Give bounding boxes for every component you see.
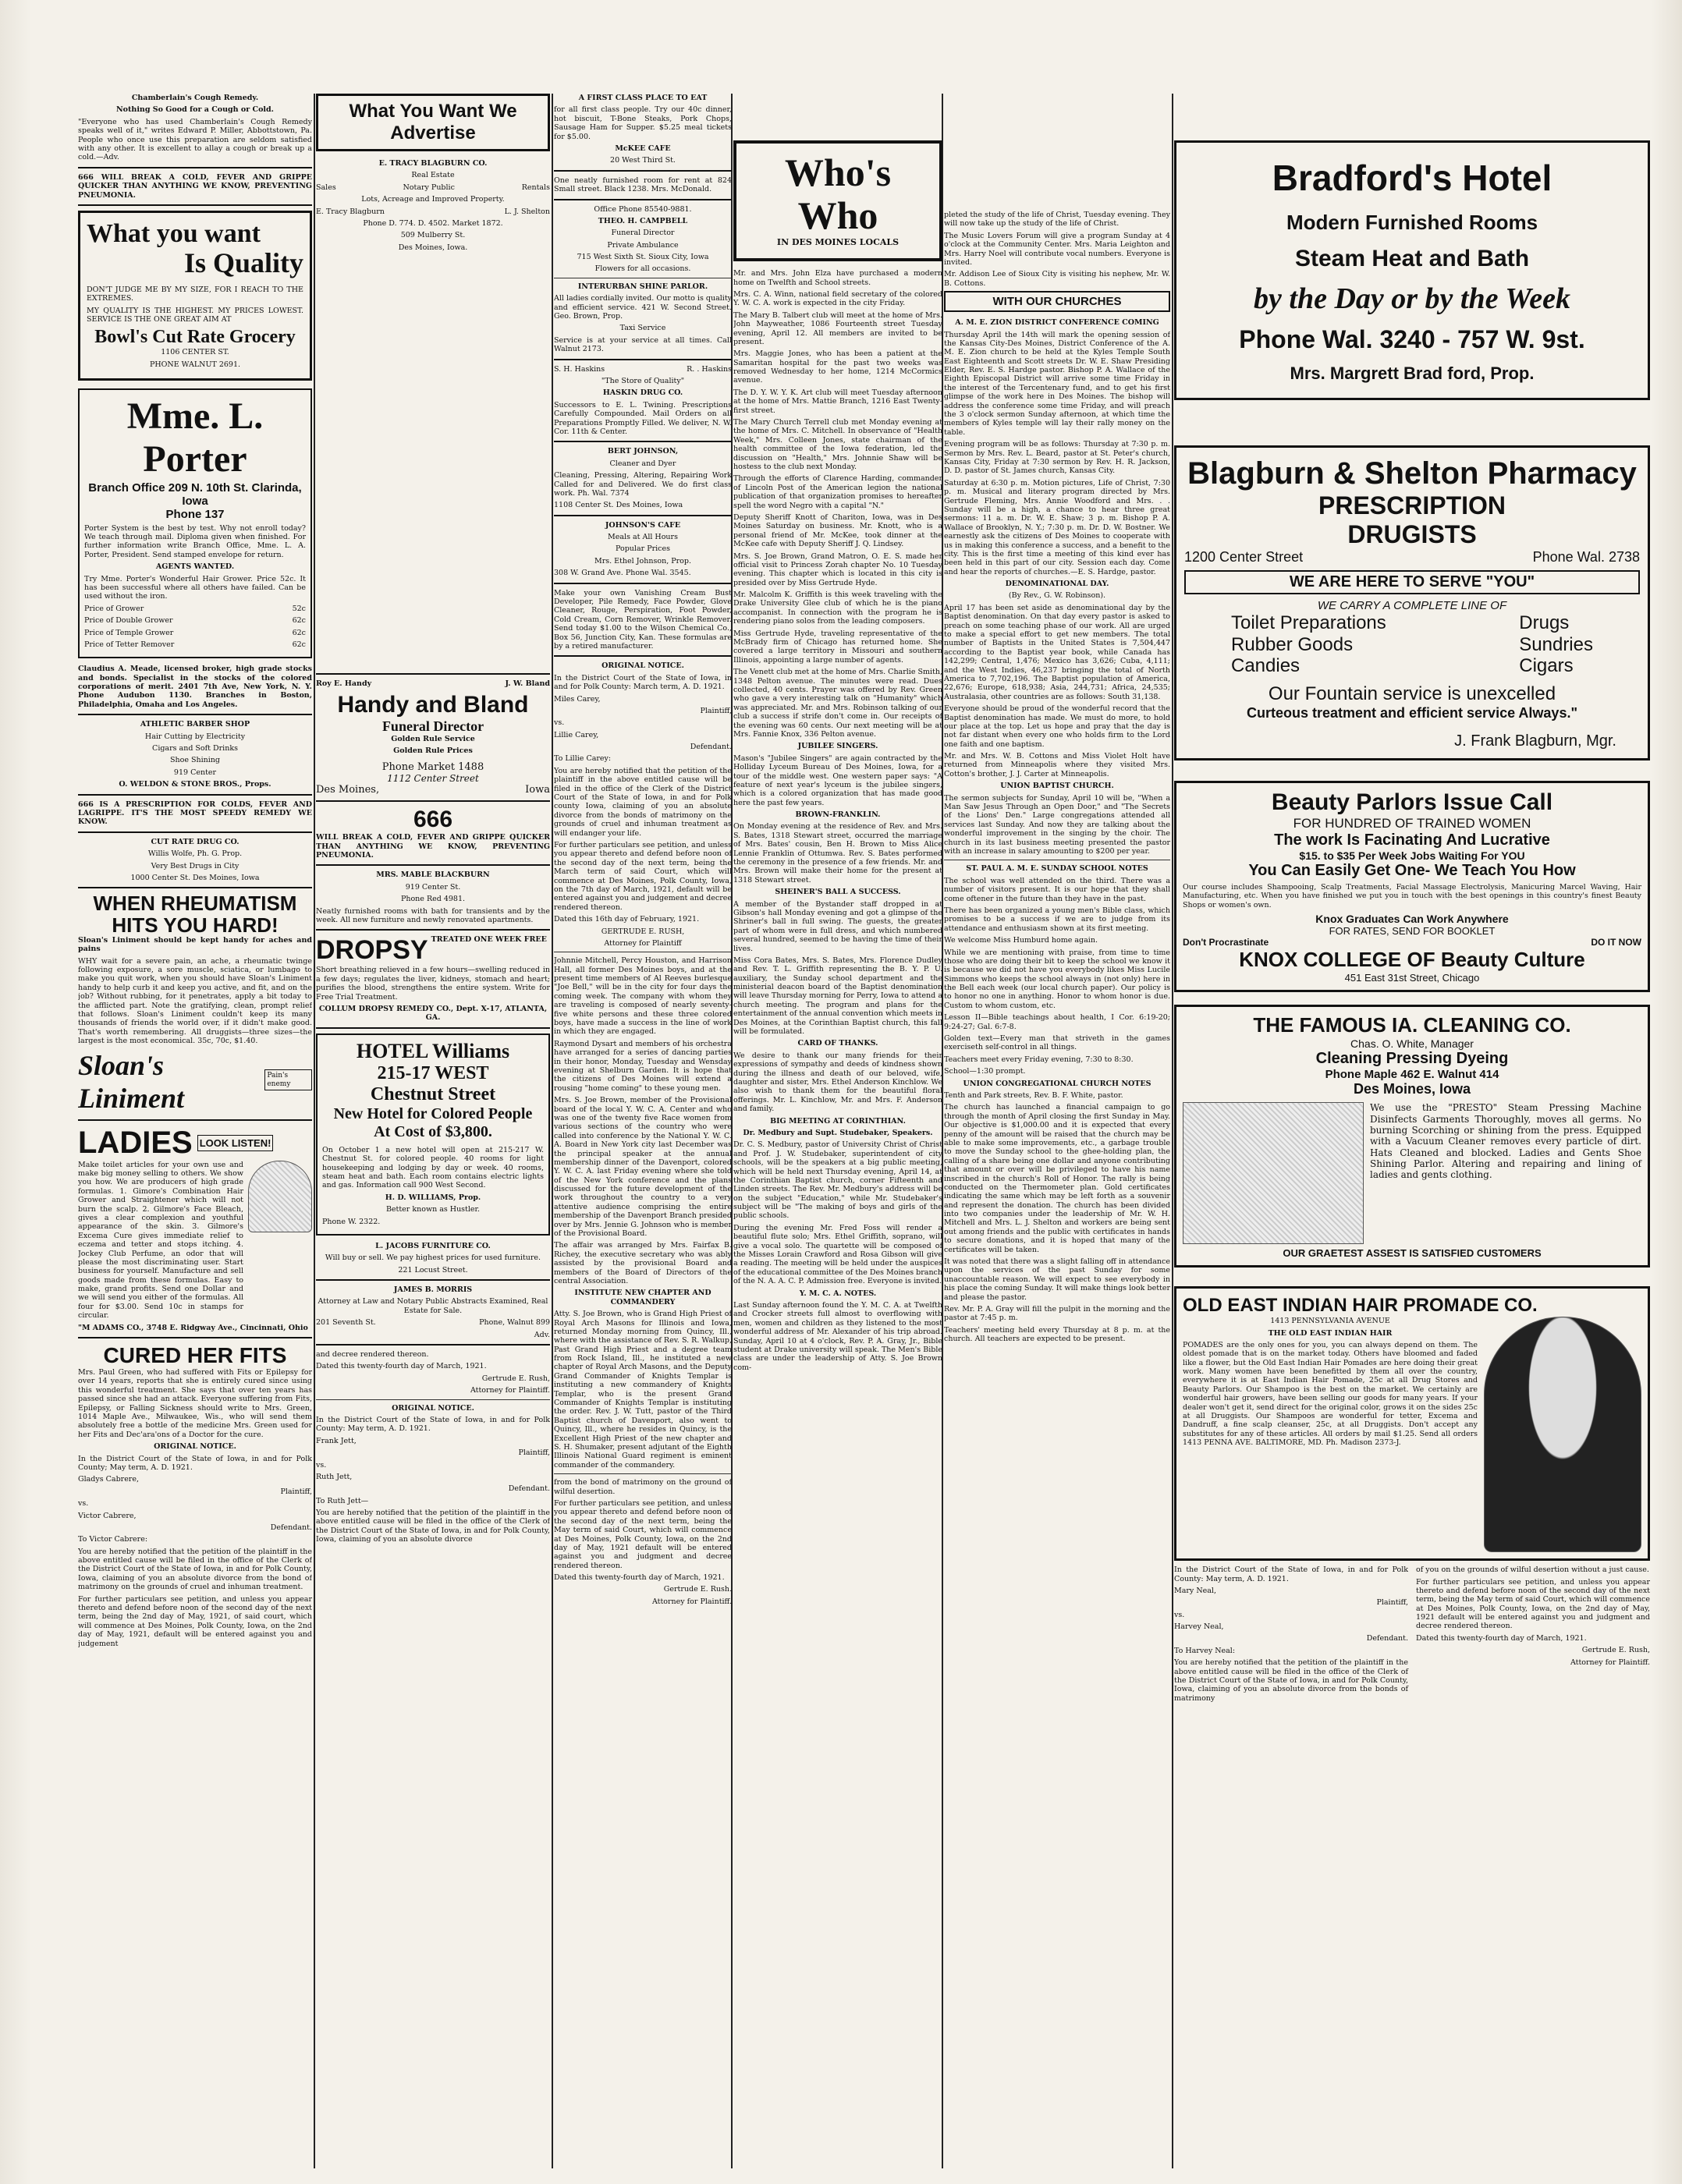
local-item: The Mary B. Talbert club will meet at the home of Mrs. John Mayweather, 1086 Fourteenth street Tuesday evening, April 12. All members are invited to be present. xyxy=(733,310,942,346)
price-row: Price of Temple Grower 62c xyxy=(84,628,306,637)
price-row: Price of Tetter Remover 62c xyxy=(84,640,306,649)
column-2: What You Want We Advertise E. TRACY BLAGBURN CO. Real Estate Sales Notary Public Rentals Lots, Acreage and Improved Property. E. Tracy Blagburn L. J. Shelton Phone D. 774. D. 4502. Market 1872. 509 Mulberry St. Des Moines, Iowa. Roy E. Handy J. W. Bland Handy and Bland Funeral Director Golden Rule Service Golden Rule Prices Phone Market 1488 1112 Center Street Des Moines, Iowa 666 WILL BREAK A COLD, FEVER AND GRIPPE QUICKER THAN ANYTHING WE KNOW, PREVENTING PNEUMONIA. MRS. MABLE BLACKBURN 919 Center St. Phone Red 4981. Neatly furnished rooms with bath for transients and by the week. All new furniture and newly renovated apartments. DROPSY TREATED ONE WEEK FREE Short breathing relieved in a few hours—swelling reduced in a few days; regulates the liver, kidneys, stomach and heart; purifies the blood, strengthens the entire system. Write for Free Trial Treatment. COLLUM DROPSY REMEDY CO., Dept. X-17, ATLANTA, GA. HOTEL Williams 215-17 WEST Chestnut Street New Hotel for Colored People At Cost of $3,800. On October 1 a new hotel will open at 215-217 W. Chestnut St. for colored people. 40 rooms for light housekeeping and lodging by day or week. 40 rooms, steam heat and bath. Each room contains electric lights and gas. Information call 900 West Second. H. D. WILLIAMS, Prop. Better known as Hustler. Phone W. 2322. L. JACOBS FURNITURE CO. Will buy or sell. We pay highest prices for used furniture. 221 Locust Street. JAMES B. MORRIS Attorney at Law and Notary Public Abstracts Examined, Real Estate for Sale. 201 Seventh St. Phone, Walnut 899 Adv. and decree rendered thereon. Dated this twenty-fourth day of March, 1921. Gertrude E. Rush, Attorney for Plaintiff. ORIGINAL NOTICE. In the District Court of the State of Iowa, in and for Polk County: May term, A. D. 1921. Frank Jett, Plaintiff, vs. Ruth Jett, Defendant. To Ruth Jett— You are hereby notified that the petition of the plaintiff in the above entitled cause will be filed in the office of the Clerk of the District Court of the State of Iowa, in and for Polk County, Iowa, claiming of you an absolute divorce xyxy=(316,94,550,1548)
johnsons-cafe-ad: JOHNSON'S CAFE Meals at All Hours Popular Prices Mrs. Ethel Johnson, Prop. 308 W. Grand Ave. Phone Wal. 3545. xyxy=(554,520,691,578)
jacobs-furniture-ad: L. JACOBS FURNITURE CO. Will buy or sell. We pay highest prices for used furniture. 221 Locust Street. xyxy=(325,1241,541,1275)
column-1 xyxy=(78,94,312,1651)
column-4: Who's Who IN DES MOINES LOCALS Mr. and Mrs. John Elza have purchased a modern home on Twelfth and School streets. Mrs. C. A. Winn, national field secretary of the colored Y. W. C. A. work is expected in the city Friday. The Mary B. Talbert club will meet at the home of Mrs. John Mayweather, 1086 Fourteenth street Tuesday evening, April 12. All members are invited to be present. Mrs. Maggie Jones, who has been a patient at the Samaritan hospital for the past two weeks was removed Wednesday to her home, 1214 McCormics avenue. The D. Y. W. Y. K. Art club will meet Tuesday afternoon at the home of Mrs. Mattie Branch, 1216 East Twenty-first street. The Mary Church Terrell club met Monday evening at the home of Mrs. C. Mitchell. In observance of "Health Week," Mrs. Colleen Jones, state chairman of the health committee of the Iowa federation, led the discussion on "Health," Mrs. Johnnie Shaw will be hostess to the club next Monday. Through the efforts of Clarence Harding, commander of Lincoln Post of the American legion the national publication of that organization promises to hereafter spell the word Negro with a capital "N." Deputy Sheriff Knott of Chariton, Iowa, was in Des Moines Saturday on business. Mr. Knott, who is a personal friend of Mr. McKee, took dinner at the McKee cafe with Deputy Sheriff J. Q. Lindsey. Mrs. S. Joe Brown, Grand Matron, O. E. S. made her official visit to Princess Zorah chapter No. 10 Tuesday evening. This chapter which is located in this city is presided over by Miss Gertrude Hyde. Mr. Malcolm K. Griffith is this week traveling with the Drake University Glee club of which he is the piano accompanist. In connection with the program he is rendering piano solos from the leading composers. Miss Gertrude Hyde, traveling representative of the McBrady firm of Chicago has returned home. She covered a large territory in Missouri and southern Illinois, appointing a large number of agents. The Venett club met at the home of Mrs. Charlie Smith, 1348 Pelton avenue. The minutes were read. Dues collected, 40 cents. Prayer was offered by Rev. Green who gave a very interesting talk on "Humanity" which was appreciated. Mr. and Mrs. Robinson talking of our club a success if strife don't come in. Our receipts of the evening was 60 cents. Our next meeting will be at Mrs. Fannie Knox, 336 Pelton avenue. JUBILEE SINGERS. Mason's "Jubilee Singers" are again contracted by the Holliday Lyceum Bureau of Des Moines, Iowa, for a tour of the middle west. One western paper says: "A feature of next year's lyceum is the jubilee singers, which is a colored organization that has made good here the past few years. BROWN-FRANKLIN. On Monday evening at the residence of Rev. and Mrs. S. Bates, 1318 Stewart street, occurred the marriage of Mrs. Bates' cousin, Ben H. Brown to Miss Alice Lennie Franklin of Ottumwa. Rev. S. Bates performed the ceremony in the presence of a few friends. Mr. and Mrs. Brown will make their home for the present at 1318 Stewart street. SHEINER'S BALL A SUCCESS. A member of the Bystander staff dropped in at Gibson's hall Monday evening and got a glimpse of the Shriner's ball in full swing. The guests, the greater part of whom were in full dress, and which numbered several hundred, seemed to be having the time of their lives. Miss Cora Bates, Mrs. S. Bates, Mrs. Florence Dudley and Rev. T. L. Griffith representing the B. Y. P. U. auxiliary, the Sunday school department and the ministerial deacon board of the Baptist denomination will leave Thursday morning for Perry, Iowa to attend a church meeting. The program and plans for the entertainment of the annual convention which meets in Des Moines, at the Corinthian Baptist church, this fall will be formulated. CARD OF THANKS. We desire to thank our many friends for their expressions of sympathy and deeds of kindness shown during the illness and death of our beloved, wife, daughter and sister, Mrs. Ethel Anderson Kinchlow. We also wish to thank them for the beautiful floral offerings. Mr. L. Kinchlow, Mr. and Mrs. F. Anderson and family. BIG MEETING AT CORINTHIAN. Dr. Medbury and Supt. Studebaker, Speakers. Dr. C. S. Medbury, pastor of University Christ of Christ and Prof. J. W. Studebaker, superintendent of city schools, will be the speakers at a big public meeting, which will be held next Thursday evening, April 14, at the Corinthian Baptist church, corner Fifteenth and Linden streets. The Rev. Mr. Medbury's address will be on the subject "Education," while Mr. Studebaker's subject will be "The making of boys and girls of the public schools. During the evening Mr. Fred Foss will render a beautiful flute solo; Mrs. Ethel Griffith, soprano, will give a vocal solo. The quartette will be composed of the Misses Lorain Crawford and Rosa Gibson will give a reading. The meeting will be held under the auspices of the educational committee of the Des Moines branch of the N. A. A. C. P. Admission free. Everyone is invited. Y. M. C. A. NOTES. Last Sunday afternoon found the Y. M. C. A. at Twelfth and Crocker streets full almost to overflowing with men, women and children as they listened to the most wonderful address of Mr. Alexander of his trip abroad. Sunday, April 10 at 4 o'clock, Rev. P. A. Gray, Jr., Bible student at Drake university will speak. The Men's Bible class are under the leadership of Atty. S. Joe Brown com- xyxy=(733,140,942,1375)
sloan-ad: WHEN RHEUMATISM HITS YOU HARD! Sloan's Liniment should be kept handy for aches and pains WHY wait for a severe pain, an ache, a rheumatic twinge following exposure, a sore muscle, sciatica, or lumbago to make you quit work, when you should have Sloan's Liniment handy to help curb it and keep you active, and fit, and on the job? Without rubbing, for it penetrates, apply a bit today to the afflicted part. Note the gratifying, clean, prompt relief that follows. Sloan's Liniment couldn't keep its many thousands of friends the world over, if it didn't make good. That's worth remembering. All druggists—three sizes—the largest is the most economical. 35c, 70c, $1.40. Sloan's Liniment Pain's enemy xyxy=(78,892,312,1114)
lady-portrait-image xyxy=(248,1161,312,1232)
shine-parlor-ad: INTERURBAN SHINE PARLOR. All ladies cordially invited. Our motto is quality and efficient service. 421 W. Second Street. Geo. Brown, Prop. Taxi Service Service is at your service at all times. Call Walnut 2173. xyxy=(554,282,732,354)
local-item: The Mary Church Terrell club met Monday evening at the home of Mrs. C. Mitchell. In observance of "Health Week," Mrs. Colleen Jones, state chairman of the health committee of the Iowa federation, led the discussion on "Health," Mrs. Johnnie Shaw will be hostess to the club next Monday. xyxy=(733,418,942,471)
local-item: The D. Y. W. Y. K. Art club will meet Tuesday afternoon at the home of Mrs. Mattie Branch, 1216 East Twenty-first street. xyxy=(733,388,942,415)
porter-ad: Mme. L. Porter Branch Office 209 N. 10th St. Clarinda, Iowa Phone 137 Porter System is the best by test. Why not enroll today? We teach through mail. Diploma given when finished. For further information write Branch Office, Mme. L. A. Porter, President. Send stamped envelope for return. AGENTS WANTED. Try Mme. Porter's Wonderful Hair Grower. Price 52c. It has been successful where all others have failed. Can be used without the iron. Price of Grower 52c Price of Double Grower 62c Price of Temple Grower 62c Price of Tetter Remover 62c xyxy=(78,388,312,658)
price-row: Price of Grower 52c xyxy=(84,604,306,613)
original-notice-carey: ORIGINAL NOTICE. In the District Court of the State of Iowa, in and for Polk County: March term, A. D. 1921. Miles Carey, Plaintiff, vs. Lillie Carey, Defendant. To Lillie Carey: You are hereby notified that the petition of the plaintiff in the above entitled cause will be filed in the office of the Clerk of the District Court of the State of Iowa, in and for Polk county Iowa, claiming of you an absolute divorce from the bonds of matrimony on the grounds of cruel and inhuman treatment as will endanger your life. For further particulars see petition, and unless you appear thereto and defend before noon of the second day of the next term, being the March term of said Court, which will commence at Des Moines, Polk County, Iowa, on the 7th day of March, 1921, default will be entered against you and judgement and decree rendered thereon. Dated this 16th day of February, 1921. GERTRUDE E. RUSH, Attorney for Plaintiff xyxy=(554,661,732,948)
knox-college-ad: Beauty Parlors Issue Call FOR HUNDRED OF TRAINED WOMEN The work Is Facinating And Lucrative $15. to $35 Per Week Jobs Waiting For YOU You Can Easily Get One- We Teach You How Our course includes Shampooing, Scalp Treatments, Facial Massage Electrolysis, Manicuring Marcel Waving, Hair Manufacturing, etc. When you have finished we put you in touch with the best openings in this country's finest Beauty Shops or women's own. Knox Graduates Can Work Anywhere FOR RATES, SEND FOR BOOKLET Don't Procrastinate DO IT NOW KNOX COLLEGE OF Beauty Culture 451 East 31st Street, Chicago xyxy=(1174,781,1650,992)
wilson-chemical-ad: Make your own Vanishing Cream Bust Developer, Pile Remedy, Face Powder, Glove Cleaner, Rouge, Perspiration, Foot Powder, Cold Cream, Corn Remover, Wrinkle Remover. Send today $1.00 to the Wilson Chemical Co., Box 56, Junction City, Kan. These formulas are by a retired manufacturer. xyxy=(554,588,732,651)
haskin-drug-ad: S. H. Haskins R. . Haskins "The Store of Quality" HASKIN DRUG CO. Successors to E. L. Twining. Prescriptions Carefully Compounded. Mail Orders on all Preparations Promptly Filled. We deliver, N. W. Cor. 11th & Center. xyxy=(554,364,732,436)
handy-bland-ad: Roy E. Handy J. W. Bland Handy and Bland Funeral Director Golden Rule Service Golden Rule Prices Phone Market 1488 1112 Center Street Des Moines, Iowa xyxy=(316,679,550,796)
presto-press-machine-image xyxy=(1183,1102,1364,1244)
local-item: Through the efforts of Clarence Harding, commander of Lincoln Post of the American legion the national publication of that organization promises to hereafter spell the word Negro with a capital "N." xyxy=(733,474,942,510)
original-notice-jett: ORIGINAL NOTICE. In the District Court of the State of Iowa, in and for Polk County: May term, A. D. 1921. Frank Jett, Plaintiff, vs. Ruth Jett, Defendant. To Ruth Jett— You are hereby notified that the petition of the plaintiff in the above entitled cause will be filed in the office of the Clerk of the District Court of the State of Iowa, in and for Polk County, Iowa, claiming of you an absolute divorce xyxy=(316,1403,550,1544)
local-item: Miss Gertrude Hyde, traveling representative of the McBrady firm of Chicago has returned home. She covered a large territory in Missouri and southern Illinois, appointing a large number of agents. xyxy=(733,629,942,665)
local-item: Mr. Malcolm K. Griffith is this week traveling with the Drake University Glee club of which he is the piano accompanist. In connection with the program he is rendering piano solos from the leading composers. xyxy=(733,590,942,626)
with-our-churches-header: WITH OUR CHURCHES xyxy=(944,291,1170,312)
original-notice-cabrere: ORIGINAL NOTICE. In the District Court of the State of Iowa, in and for Polk County; May term, A. D. 1921. Gladys Cabrere, Plaintiff, vs. Victor Cabrere, Defendant. To Victor Cabrere: You are hereby notified that the petition of the plaintiff in the above entitled cause will be filed in the office of the Clerk of the District Court of the State of Iowa, in and for Polk County, Iowa, claiming of you an absolute divorce from the bond of matrimony on the grounds of cruel and inhuman treatment. For further particulars see petition, and unless you appear thereto and defend before noon of the second day of the next term, being the 2nd day of May, 1921, of said court, which will commence at Des Moines, Polk County, Iowa, on the 2nd day of May, 1921, default will be entered against you and judgement xyxy=(78,1442,312,1648)
local-item: Mr. and Mrs. John Elza have purchased a modern home on Twelfth and School streets. xyxy=(733,269,942,287)
pain-badge: Pain's enemy xyxy=(264,1069,312,1091)
fits-ad: CURED HER FITS Mrs. Paul Green, who had suffered with Fits or Epilepsy for over 14 years, reports that she is entirely cured since using this wonderful treatment. She says that over ten years has passed since she had an attack. Everyone suffering from Fits, Epilepsy, or Falling Sickness should write to Mrs. Green, 1014 Maple Ave., Milwaukee, Wis., who will send them absolutely free a bottle of the medicine Mrs. Green used for her Fits and Dec'ara'ons of a Doctor for the cure. xyxy=(78,1343,312,1439)
whos-who-header: Who's Who IN DES MOINES LOCALS xyxy=(733,140,942,261)
campbell-funeral-ad: Office Phone 85540-9881. THEO. H. CAMPBELL Funeral Director Private Ambulance 715 West Sixth St. Sioux City, Iowa Flowers for all occasions. xyxy=(577,204,709,274)
bowl-grocery-ad: What you want Is Quality DON'T JUDGE ME BY MY SIZE, FOR I REACH TO THE EXTREMES. MY QUALITY IS THE HIGHEST. MY PRICES LOWEST. SERVICE IS THE ONE GREAT AIM AT Bowl's Cut Rate Grocery 1106 CENTER ST. PHONE WALNUT 2691. xyxy=(78,211,312,381)
local-item: The Venett club met at the home of Mrs. Charlie Smith, 1348 Pelton avenue. The minutes were read. Dues collected, 40 cents. Prayer was offered by Rev. Green who gave a very interesting talk on "Humanity" which was appreciated. Mr. and Mrs. Robinson talking of our club a success if strife don't come in. Our receipts of the evening was 60 cents. Our next meeting will be at Mrs. Fannie Knox, 336 Pelton avenue. xyxy=(733,668,942,739)
barber-ad: ATHLETIC BARBER SHOP Hair Cutting by Electricity Cigars and Soft Drinks Shoe Shining 919 Center O. WELDON & STONE BROS., Props. xyxy=(119,720,271,789)
blagburn-realty-ad: E. TRACY BLAGBURN CO. Real Estate Sales Notary Public Rentals Lots, Acreage and Improved Property. E. Tracy Blagburn L. J. Shelton Phone D. 774. D. 4502. Market 1872. 509 Mulberry St. Des Moines, Iowa. xyxy=(316,159,550,252)
column-rule xyxy=(314,94,315,2168)
666-ad-3: 666 WILL BREAK A COLD, FEVER AND GRIPPE QUICKER THAN ANYTHING WE KNOW, PREVENTING PNEUMONIA. xyxy=(316,807,550,860)
blagburn-pharmacy-ad: Blagburn & Shelton Pharmacy PRESCRIPTION DRUGISTS 1200 Center Street Phone Wal. 2738 WE ARE HERE TO SERVE "YOU" WE CARRY A COMPLETE LINE OF Toilet Preparations Rubber Goods Candies Drugs Sundries Cigars Our Fountain service is unexcelled Curteous treatment and efficient service Always." J. Frank Blagburn, Mgr. xyxy=(1174,445,1650,760)
hair-pomade-ad: OLD EAST INDIAN HAIR PROMADE CO. 1413 PENNSYLVANIA AVENUE THE OLD EAST INDIAN HAIR POMADES are the only ones for you, you can always depend on them. The oldest pomade that is on the market today. Others have bloomed and faded like a flower, but the Old East Indian Hair Pomades are here doing their great work. Many women have been benefitted by them all over the country, everywhere it is at East Indian Hair Pomade, 25c at all Drug Stores and Beauty Parlors. Our Shampoo is the best on the market. We certainly are wonderful hair growers, have been selling our goods for many years. If your dealer won't get it, send direct for the original color, grows it on the sides 25c at all Druggists. Our Shampoos are wonderful for tetter, Excema and Dandruff, a fine scalp cleanser, 25c, at all Druggists. Don't accept any substitutes for any of these articles. All orders by mail $1.25. Send all orders 1413 PENNA AVE. BALTIMORE, MD. Ph. Madison 2373-J. xyxy=(1174,1286,1650,1561)
woman-portrait-image xyxy=(1484,1317,1641,1552)
local-item: Deputy Sheriff Knott of Chariton, Iowa, was in Des Moines Saturday on business. Mr. Knott, who is a personal friend of Mr. McKee, took dinner at the McKee cafe with Deputy Sheriff J. Q. Lindsey. xyxy=(733,512,942,549)
bradford-hotel-ad: Bradford's Hotel Modern Furnished Rooms Steam Heat and Bath by the Day or by the Week Phone Wal. 3240 - 757 W. 9st. Mrs. Margrett Brad ford, Prop. xyxy=(1174,140,1650,400)
cleaning-co-ad: THE FAMOUS IA. CLEANING CO. Chas. O. White, Manager Cleaning Pressing Dyeing Phone Maple 462 E. Walnut 414 Des Moines, Iowa We use the "PRESTO" Steam Pressing Machine Disinfects Garments Thoroughly, moves all germs. No burning Scorching or shining from the press. Equipped with a Vacuum Cleaner removes every particle of dirt. Hats Cleaned and blocked. Ladies and Gents Shoe Shining Parlor. Altering and repairing and lining of ladies and gents clothing. OUR GRAETEST ASSEST IS SATISFIED CUSTOMERS xyxy=(1174,1005,1650,1268)
morris-attorney-ad: JAMES B. MORRIS Attorney at Law and Notary Public Abstracts Examined, Real Estate for Sale. 201 Seventh St. Phone, Walnut 899 Adv. xyxy=(316,1285,550,1339)
chamberlain-ad: Chamberlain's Cough Remedy. Nothing So Good for a Cough or Cold. "Everyone who has used Chamberlain's Cough Remedy speaks well of it," writes Edward P. Miller, Abbottstown, Pa. People who once use this preparation are seldom satisfied with any other. It is excellent to allay a cough or break up a cold.—Adv. xyxy=(78,94,312,162)
column-6 xyxy=(1174,140,1650,1706)
blackburn-rooms-ad: MRS. MABLE BLACKBURN 919 Center St. Phone Red 4981. Neatly furnished rooms with bath for transients and by the week. All new furniture and newly renovated apartments. xyxy=(316,870,550,925)
dropsy-ad: DROPSY TREATED ONE WEEK FREE Short breathing relieved in a few hours—swelling reduced in a few days; regulates the liver, kidneys, stomach and heart; purifies the blood, strengthens the entire system. Write for Free Trial Treatment. COLLUM DROPSY REMEDY CO., Dept. X-17, ATLANTA, GA. xyxy=(316,935,550,1023)
bert-johnson-ad: BERT JOHNSON, Cleaner and Dyer Cleaning, Pressing, Altering, Repairing Work Called for and Delivered. We do first class work. Ph. Wal. 7374 1108 Center St. Des Moines, Iowa xyxy=(554,447,732,510)
column-rule xyxy=(1172,94,1173,2168)
room-for-rent: One neatly furnished room for rent at 824 Small street. Black 1238. Mrs. McDonald. xyxy=(554,176,732,194)
666-ad-2: 666 IS A PRESCRIPTION FOR COLDS, FEVER AND LAGRIPPE. IT'S THE MOST SPEEDY REMEDY WE KNOW. xyxy=(78,800,312,827)
original-notice-neal: In the District Court of the State of Iowa, in and for Polk County: May term, A. D. 1921. Mary Neal, Plaintiff, vs. Harvey Neal, Defendant. To Harvey Neal: You are hereby notified that the petition of the plaintiff in the above entitled cause will be filed in the office of the Clerk of the District Court of the State of Iowa, in and for Polk County, Iowa, claiming of you an absolute divorce from the bonds of matrimony of you on the grounds of wilful desertion without a just cause. For further particulars see petition, and unless you appear thereto and defend before noon of the second day of the next term, being the May term of said Court, which will commence at Des Moines, Polk County, Iowa, on the 2nd day of May, 1921 default will be entered against you and judgment and decree rendered thereon. Dated this twenty-fourth day of March, 1921. Gertrude E. Rush, Attorney for Plaintiff. xyxy=(1174,1565,1650,1703)
local-item: Mrs. Maggie Jones, who has been a patient at the Samaritan hospital for the past two weeks was removed Wednesday to her home, 1214 McCormics avenue. xyxy=(733,349,942,385)
price-row: Price of Double Grower 62c xyxy=(84,616,306,626)
hotel-williams-ad: HOTEL Williams 215-17 WEST Chestnut Street New Hotel for Colored People At Cost of $3,800. On October 1 a new hotel will open at 215-217 W. Chestnut St. for colored people. 40 rooms for light housekeeping and lodging by day or week. 40 rooms, steam heat and bath. Each room contains electric lights and gas. Information call 900 West Second. H. D. WILLIAMS, Prop. Better known as Hustler. Phone W. 2322. xyxy=(316,1034,550,1236)
666-ad: 666 WILL BREAK A COLD, FEVER AND GRIPPE QUICKER THAN ANYTHING WE KNOW, PREVENTING PNEUMONIA. xyxy=(78,172,312,200)
ladies-ad: LADIES LOOK LISTEN! Make toilet articles for your own use and make big money selling to others. We show you how. We are producers of high grade formulas. 1. Gimore's Combination Hair Grower and Straightener which will not burn the scalp. 2. Gilmore's Face Bleach, gives a clear complexion and youthful appearance of the skin. 3. Gilmore's Excema Cure gives immediate relief to eczema and tetter and stops itching. 4. Jockey Club Perfume, an odor that will please the most discriminating user. Start business for yourself. Manufacture and sell goods made from these formulas. Easy to make, grand profits. Send one Dollar and we will send you either of the formulas. All four for $3.00. Send 10c in stamps for circular. "M ADAMS CO., 3748 E. Ridgway Ave., Cincinnati, Ohio xyxy=(78,1126,312,1332)
column-rule xyxy=(552,94,553,2168)
advertise-banner: What You Want We Advertise xyxy=(316,94,550,151)
column-3: A FIRST CLASS PLACE TO EAT for all first class people. Try our 40c dinner, hot biscuit, T-Bone Steaks, Pork Chops, Sausage Ham for Supper. $5.25 meal tickets for $5.00. McKEE CAFE 20 West Third St. One neatly furnished room for rent at 824 Small street. Black 1238. Mrs. McDonald. Office Phone 85540-9881. THEO. H. CAMPBELL Funeral Director Private Ambulance 715 West Sixth St. Sioux City, Iowa Flowers for all occasions. INTERURBAN SHINE PARLOR. All ladies cordially invited. Our motto is quality and efficient service. 421 W. Second Street. Geo. Brown, Prop. Taxi Service Service is at your service at all times. Call Walnut 2173. S. H. Haskins R. . Haskins "The Store of Quality" HASKIN DRUG CO. Successors to E. L. Twining. Prescriptions Carefully Compounded. Mail Orders on all Preparations Promptly Filled. We deliver, N. W. Cor. 11th & Center. BERT JOHNSON, Cleaner and Dyer Cleaning, Pressing, Altering, Repairing Work Called for and Delivered. We do first class work. Ph. Wal. 7374 1108 Center St. Des Moines, Iowa JOHNSON'S CAFE Meals at All Hours Popular Prices Mrs. Ethel Johnson, Prop. 308 W. Grand Ave. Phone Wal. 3545. Make your own Vanishing Cream Bust Developer, Pile Remedy, Face Powder, Glove Cleaner, Rouge, Perspiration, Foot Powder, Cold Cream, Corn Remover, Wrinkle Remover. Send today $1.00 to the Wilson Chemical Co., Box 56, Junction City, Kan. These formulas are by a retired manufacturer. ORIGINAL NOTICE. In the District Court of the State of Iowa, in and for Polk County: March term, A. D. 1921. Miles Carey, Plaintiff, vs. Lillie Carey, Defendant. To Lillie Carey: You are hereby notified that the petition of the plaintiff in the above entitled cause will be filed in the office of the Clerk of the District Court of the State of Iowa, in and for Polk county Iowa, claiming of you an absolute divorce from the bonds of matrimony on the grounds of cruel and inhuman treatment as will endanger your life. For further particulars see petition, and unless you appear thereto and defend before noon of the second day of the next term, being the March term of said Court, which will commence at Des Moines, Polk County, Iowa, on the 7th day of March, 1921, default will be entered against you and judgement and decree rendered thereon. Dated this 16th day of February, 1921. GERTRUDE E. RUSH, Attorney for Plaintiff Johnnie Mitchell, Percy Houston, and Harrison Hall, all former Des Moines boys, and at the present time members of Al Reeves burlesque "Joe Bell," will be in the city for four days the coming week. The company with whom they are traveling is composed of nearly seventy-five white persons and these three colored boys, have made a success in the line of work in which they are engaged. Raymond Dysart and members of his orchestra have arranged for a series of dancing parties in their honor, Monday, Tuesday and Wensday evening at Shelburn Garden. It is hope that the citizens of Des Moines will extend a rousing "home coming" to these young men. Mrs. S. Joe Brown, member of the Provisional board of the local Y. W. C. A. Center and who was one of the twenty five Race women from various sections of the country who were called into conference by the National Y. W. C. A. Board in New York city last December was the principal speaker at the annual membership dinner of the Davenport, colored Y. W. C. A. last Friday evening where she told of the New York conference and the plans discussed for the future development of the work throughout the country to a very attentive audience comprising the entire membership of the Davenport Branch presided over by Mrs. Jennie G. Johnson who is member of the Provisional Board. The affair was arranged by Mrs. Fairfax B. Richey, the executive secretary who was ably assisted by the provisional Board and members of the Board of Directors of the central Association. INSTITUTE NEW CHAPTER AND COMMANDERY Atty. S. Joe Brown, who is Grand High Priest of Royal Arch Masons for Illinois and Iowa, returned Monday morning from Quincy, Ill., where with the assistance of Rev. S. R. Walkup, Past Grand High Priest and a degree team from Rock Island, Ill., he instituted a new chapter of Royal Arch Masons, and the Deputy Grand Commander of Knights Templar is instituting a new commandery of Knights Templar, who is the present Grand Commander of Knights Templar is instituting the order. Rev. J. W. Tutt, pastor of the Third Baptist church of Davenport, also went to Quincy, Ill., where he resides in Quincy, is the Excellent High Priest of the new chapter and S. H. Shumaker, present adjutant of the Eighth Illinois National Guard regiment is eminent commander of the commandery. from the bond of matrimony on the ground of wilful desertion. For further particulars see petition, and unless you appear thereto and defend before noon of the second day of the next term, being the May term of said Court, which will commence at Des Moines, Polk County, Iowa, on the 2nd day of May, 1921 default will be entered against you and judgment and decree rendered thereon. Dated this twenty-fourth day of March, 1921. Gertrude E. Rush. Attorney for Plaintiff. xyxy=(554,94,732,1606)
mckee-cafe-ad: A FIRST CLASS PLACE TO EAT for all first class people. Try our 40c dinner, hot biscuit, T-Bone Steaks, Pork Chops, Sausage Ham for Supper. $5.25 meal tickets for $5.00. McKEE CAFE 20 West Third St. xyxy=(554,94,732,165)
serve-you-banner: WE ARE HERE TO SERVE "YOU" xyxy=(1184,570,1640,594)
local-item: Mrs. C. A. Winn, national field secretary of the colored Y. W. C. A. work is expected in the city Friday. xyxy=(733,289,942,308)
local-item: Mrs. S. Joe Brown, Grand Matron, O. E. S. made her official visit to Princess Zorah chapter No. 10 Tuesday evening. This chapter which is located in this city is presided over by Miss Gertrude Hyde. xyxy=(733,551,942,587)
meade-ad: Claudius A. Meade, licensed broker, high grade stocks and bonds. Specialist in the stocks of the colored corporations of merit. 2401 7th Ave, New York, N. Y. Phone Audubon 1130. Branches in Boston, Philadelphia, Omaha and Los Angeles. xyxy=(78,665,312,709)
drug-co-ad: CUT RATE DRUG CO. Willis Wolfe, Ph. G. Prop. Very Best Drugs in City 1000 Center St. Des Moines, Iowa xyxy=(130,837,260,882)
column-5: pleted the study of the life of Christ, Tuesday evening. They will now take up the study of the life of Christ. The Music Lovers Forum will give a program Sunday at 4 o'clock at the Community Center. Mrs. Maria Leighton and Mrs. Harry Noel will contribute vocal numbers. Everyone is invited. Mr. Addison Lee of Sioux City is visiting his nephew, Mr. W. B. Cottons. WITH OUR CHURCHES A. M. E. ZION DISTRICT CONFERENCE COMING Thursday April the 14th will mark the opening session of the Kansas City-Des Moines, District Conference of the A. M. E. Zion church to be held at the Kyles Temple South East Eighteenth and Scott streets Dr. W. E. Shaw Presiding Elder, Rev. E. S. Hardge pastor. Bishop P. A. Wallace of the Eighth Episcopal District will arrive some time Friday in the interest of the Tercentenary fund, and to get his first glimpse of the work here in Des Moines. The bishop will address the conference some time Friday, and will preach the 3 o'clock sermon Sunday afternoon, at which time the members of Kyles temple will lay their rally money on the table. Evening program will be as follows: Thursday at 7:30 p. m. Sermon by Mrs. Rev. L. Beard, pastor at St. Peter's church, Kansas City, Friday at 7:30 sermon by Rev. H. R. Jackson, D. D. pastor of St. James church, Kansas City. Saturday at 6:30 p. m. Motion pictures, Life of Christ, 7:30 p. m. Musical and literary program directed by Mrs. Gertrude Fleming, Mrs. Annie Woodford and Mrs. . . Sunday will be a high, a chance to hear three great sermons: 11 a. m. Dr. W. E. Shaw; 3 p. m. Bishop P. A. Wallace of Brooklyn, N. Y.; 7:30 p. m. Dr. D. W. Bostner. We earnestly ask the citizens of Des Moines to cooperate with us in making this conference a success, and a benefit to the city. This is the first time a meeting of this kind ever has been held in this part of our city. Session each day. Come and hear the reports of churches.—E. S. Hardge, pastor. DENOMINATIONAL DAY. (By Rev., G. W. Robinson). April 17 has been set aside as denominational day by the Baptist denomination. On that day every pastor is asked to preach on some teaching phase of our work. All are urged to make a special effort to get new members. The total number of Baptists in the United States is 7,504,447 according to the Baptist year book, while Canada has 142,299; Central, 1,476; Mexico has 3,626; Cuba, 4,111; and the West Indies, 46,237 bringing the total of North America to 7,702,196. The Baptist population of America, 22,676; Europe, 618,938; Asia, 244,731; Africa, 24,535; Australasia, other countries are as follows: South 31,138. Everyone should be proud of the wonderful record that the Baptist denomination has made. We must do more, to hold our place at the top. Let us hope and pray that the day is not far distant when every one who holds firm to the Lord one faith and one baptism. Mr. and Mrs. W. B. Cottons and Miss Violet Holt have returned from Minneapolis where they visited Mrs. Cotton's brother, J. J. Carter at Minneapolis. UNION BAPTIST CHURCH. The sermon subjects for Sunday, April 10 will be, "When a Man Saw Jesus Through an Open Door," and "The Secrets of the Lions' Den." Large congregations attended all services last Sunday. And now they are talking about the wonderful improvement in the singing by the choir. The church in its last business meeting presented the pastor with an increase in salary amounting to $200 per year. ST. PAUL A. M. E. SUNDAY SCHOOL NOTES The school was well attended on the third. There was a number of visitors present. It is our hope that they shall come oftener in the future than they have in the past. There has been organized a young men's Bible class, which promises to be a success if we are to judge from its attendance and enthusiasm shown at its first meeting. We welcome Miss Humburd home again. While we are mentioning with praise, from time to time those who are doing their bit to keep the school we know it is because we did not have you everybody likes Miss Lucile Simmons who keeps the school always in (not only) here in the Bell each week (our local church paper). Our policy is to honor no one in anything. Honor to whom honor is due. Custom to whom custom, etc. Lesson II—Bible teachings about health, I Cor. 6:19-20; 9:24-27; Gal. 6:7-8. Golden text—Every man that striveth in the games exerciseth self-control in all things. Teachers meet every Friday evening, 7:30 to 8:30. School—1:30 prompt. UNION CONGREGATIONAL CHURCH NOTES Tenth and Park streets, Rev. B. F. White, pastor. The church has launched a financial campaign to go through the month of April closing the first Sunday in May. Our objective is $1,000.00 and it is expected that every penny of the amount will be raised that the church may be able to make some improvements, etc., a garbage trouble to move the Sunday school to the ghee-holding plan, the calling of a share being one dollar and anyone contributing that amount or over will be privileged to have his name inscribed in the church's Roll of Honor. The rally is being conducted on the Thermometer plan. Gold certificates indicating the same which may be left forth as a souvenir and represent the donation. The church has been divided into two companies under the leadership of Mr. W. H. Mitchell and Mrs. L. J. Shelton and workers are being sent out among friends and the public with certificates in hands to secure donations, and it is hoped that many of the certificates will be taken. It was noted that there was a slight falling off in attendance upon the services of the past Sunday for some unaccountable reason. We will expect to see everybody in his place the coming Sunday. It will make things look better and please the pastor. Rev. Mr. P. A. Gray will fill the pulpit in the morning and the pastor at 7:45 p. m. Teachers' meeting held every Thursday at 8 p. m. at the church. All teachers are expected to be present. xyxy=(944,211,1170,1344)
sloan-logo: Sloan's Liniment xyxy=(78,1049,185,1114)
